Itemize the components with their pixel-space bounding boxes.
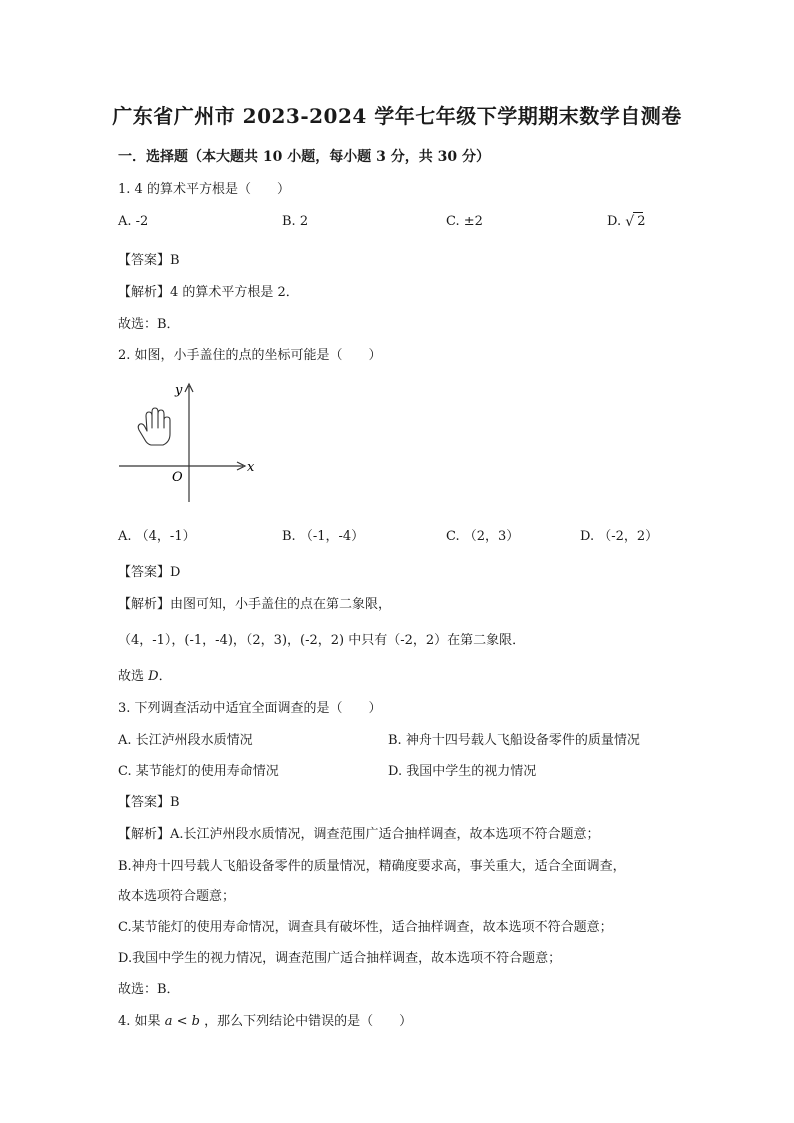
q3-option-d: D. 我国中学生的视力情况 — [388, 764, 537, 779]
q2-analysis-2: （4，-1），(-1，-4)，（2，3)，(-2，2) 中只有（-2，2）在第二象限． — [118, 633, 526, 648]
q2-conclusion-letter: D — [148, 669, 159, 684]
q3-analysis-b: B.神舟十四号载人飞船设备零件的质量情况，精确度要求高，事关重大，适合全面调查， — [118, 859, 626, 874]
q1-answer: 【答案】B — [118, 253, 180, 268]
q1-option-b: B. 2 — [282, 214, 309, 229]
q3-conclusion: 故选：B． — [118, 982, 180, 997]
q2-conclusion-prefix: 故选 — [118, 669, 145, 684]
q1-option-d-label: D. — [607, 214, 622, 229]
sqrt-symbol: √ 2 — [625, 214, 646, 230]
q3-analysis-d: D.我国中学生的视力情况，调查范围广适合抽样调查，故本选项不符合题意； — [118, 951, 562, 966]
q2-analysis: 【解析】由图可知，小手盖住的点在第二象限， — [118, 597, 392, 612]
q1-option-d — [607, 214, 646, 229]
q2-option-b: B. （-1，-4） — [282, 529, 365, 544]
q1-option-a: A. -2 — [118, 214, 149, 229]
q2-option-d: D. （-2，2） — [580, 529, 659, 544]
origin-label: O — [172, 470, 183, 485]
q3-analysis-b-cont: 故本选项符合题意； — [118, 889, 236, 904]
hand-icon — [138, 408, 170, 445]
q3-analysis-a: 【解析】A.长江泸州段水质情况，调查范围广适合抽样调查，故本选项不符合题意； — [118, 827, 600, 842]
q2-coordinate-figure — [115, 378, 265, 508]
q4-stem-prefix: 4. 如果 — [118, 1014, 161, 1029]
q3-answer: 【答案】B — [118, 795, 180, 810]
q2-conclusion — [118, 665, 172, 684]
q2-stem: 2. 如图，小手盖住的点的坐标可能是（ ） — [118, 348, 382, 363]
q1-analysis: 【解析】4 的算术平方根是 2． — [118, 285, 299, 300]
q1-option-c: C. ±2 — [446, 214, 483, 229]
q3-option-c: C. 某节能灯的使用寿命情况 — [118, 764, 279, 779]
q4-stem — [118, 1010, 412, 1029]
q2-option-a: A. （4，-1） — [118, 529, 196, 544]
q4-condition: a < b — [164, 1014, 200, 1029]
q3-option-a: A. 长江泸州段水质情况 — [118, 733, 253, 748]
section-heading: 一．选择题（本大题共 10 小题，每小题 3 分，共 30 分） — [118, 149, 490, 165]
q2-conclusion-end: ． — [158, 669, 172, 684]
q2-option-c: C. （2，3） — [446, 529, 520, 544]
x-axis-label: x — [247, 460, 255, 475]
doc-title: 广东省广州市 2023-2024 学年七年级下学期期末数学自测卷 — [112, 104, 682, 128]
q1-option-d-radicand: 2 — [637, 214, 646, 229]
q4-stem-suffix: ，那么下列结论中错误的是（ ） — [204, 1014, 413, 1029]
q3-option-b: B. 神舟十四号载人飞船设备零件的质量情况 — [388, 733, 640, 748]
q3-stem: 3. 下列调查活动中适宜全面调查的是（ ） — [118, 701, 382, 716]
q2-answer: 【答案】D — [118, 565, 181, 580]
q3-analysis-c: C.某节能灯的使用寿命情况，调查具有破坏性，适合抽样调查，故本选项不符合题意； — [118, 920, 613, 935]
q1-conclusion: 故选：B． — [118, 317, 180, 332]
y-axis-label: y — [175, 383, 183, 398]
q1-stem: 1. 4 的算术平方根是（ ） — [118, 182, 290, 197]
